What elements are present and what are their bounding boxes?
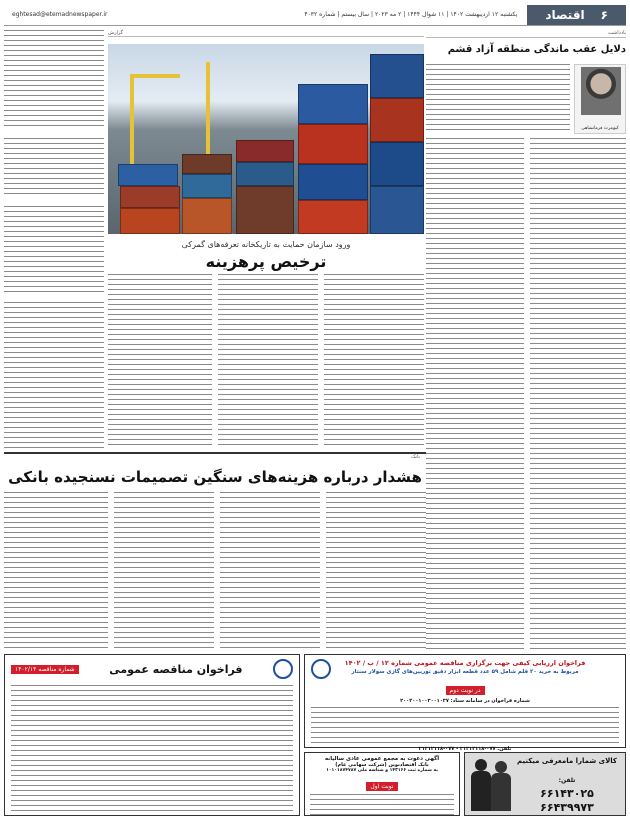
left-body-block-2 <box>4 138 104 196</box>
opinion-body-block-1 <box>426 64 570 134</box>
call-for-tender-ad <box>4 654 300 816</box>
opinion-title: دلایل عقب ماندگی منطقه آزاد قشم <box>447 44 626 55</box>
wanted-ad-title: کالای شمارا مامعرفی میکنیم <box>516 757 617 765</box>
bank-body-col-2 <box>220 492 320 652</box>
feature-headline: ترخیص پرهزینه <box>205 252 327 271</box>
bank-ad-title: آگهی دعوت به مجمع عمومی عادی سالیانه <box>324 756 440 762</box>
page-number: ۶ <box>600 7 608 22</box>
tender-ad-badge: در نوبت دوم <box>446 686 485 695</box>
page-header <box>4 4 626 26</box>
bank-kicker: بانک <box>411 454 420 460</box>
opinion-column <box>426 30 626 650</box>
section-label <box>527 5 626 25</box>
tender-ad <box>304 654 626 752</box>
call-ad-body <box>11 685 293 813</box>
opinion-body-block-3 <box>426 138 524 650</box>
author-photo <box>581 67 621 115</box>
bank-ad-reg: به شماره ثبت ۱۴۳۱۶۶ و شناسه ملی ۱۰۱۰۱۸۷۴۷۸۷ <box>326 768 438 773</box>
left-subhead-3 <box>4 295 104 301</box>
bank-body-col-4 <box>4 492 108 652</box>
feature-body-col-1 <box>324 274 424 448</box>
section-name: اقتصاد <box>545 7 585 22</box>
tender-ad-phones: تلفن: ۰۷۷-۳۱۳۱۲۱۱۸ - ۰۷۷-۳۱۳۱۲۱۱۸ <box>418 746 512 752</box>
feature-kicker: گزارش <box>108 30 424 37</box>
tender-ad-code: شماره فراخوان در سامانه ستاد: ۲۰۰۲۰۰۱۰۰۳۰۰۱۰۳۷ <box>400 698 530 704</box>
email-address[interactable]: eghtesad@etemadnewspaper.ir <box>12 11 108 18</box>
left-subhead-1 <box>4 131 104 137</box>
left-body-block-4 <box>4 302 104 452</box>
left-column <box>4 30 104 450</box>
businessmen-silhouette-icon <box>469 757 515 813</box>
wanted-goods-ad <box>464 752 626 816</box>
tender-ad-title: فراخوان ارزیابی کیفی جهت برگزاری مناقصه عمومی شماره ۱۲ / ب / ۱۴۰۲ <box>344 659 586 667</box>
bank-body-col-1 <box>326 492 426 652</box>
wanted-ad-phone-2[interactable]: ۶۶۴۳۹۹۷۳ <box>540 801 594 814</box>
left-subhead-2 <box>4 199 104 205</box>
tender-ad-subtitle: مربوط به خرید ۲۰ قلم شامل ۵۹ عدد قطعه ابزار دقیق توربین‌های گازی سولار سنتار <box>351 669 579 675</box>
bank-article <box>4 452 426 652</box>
bank-ad-subtitle: بانک اقتصادنوین (شرکت سهامی عام) <box>335 762 429 768</box>
feature-body-col-3 <box>108 274 212 448</box>
bank-headline: هشدار درباره هزینه‌های سنگین تصمیمات نسنجیده بانکی <box>8 468 422 486</box>
author-box <box>574 64 626 134</box>
date-line: یکشنبه ۱۲ اردیبهشت ۱۴۰۲ | ۱۱ شوال ۱۴۴۴ | ۲ مه ۲۰۲۳ | سال بیستم | شماره ۴۰۳۲ <box>304 11 518 18</box>
feature-body-col-2 <box>218 274 318 448</box>
opinion-body-block-2 <box>530 138 626 650</box>
bank-ad-body <box>310 794 454 816</box>
feature-article <box>108 30 424 450</box>
organization-logo-icon <box>273 659 293 679</box>
feature-subheadline: ورود سازمان حمایت به تاریکخانه تعرفه‌های گمرکی <box>181 240 351 249</box>
bank-ad-badge: نوبت اول <box>366 782 397 791</box>
left-body-block-1 <box>4 30 104 128</box>
tender-ad-body <box>311 707 619 743</box>
container-port-photo <box>108 44 424 234</box>
author-caption: کیومرث فرمانشاهی <box>581 126 619 131</box>
bank-meeting-ad <box>304 752 460 816</box>
wanted-ad-phone-label: تلفن: <box>558 777 576 784</box>
call-ad-title: فراخوان مناقصه عمومی <box>109 662 243 676</box>
call-ad-badge: شماره مناقصه ۱۴۰۲/۱۴ <box>11 665 79 674</box>
wanted-ad-phone-1[interactable]: ۶۶۱۴۳۰۲۵ <box>540 787 594 800</box>
bank-body-col-3 <box>114 492 214 652</box>
left-body-block-3 <box>4 206 104 292</box>
company-logo-icon <box>311 659 331 679</box>
opinion-kicker: یادداشت <box>426 30 626 38</box>
